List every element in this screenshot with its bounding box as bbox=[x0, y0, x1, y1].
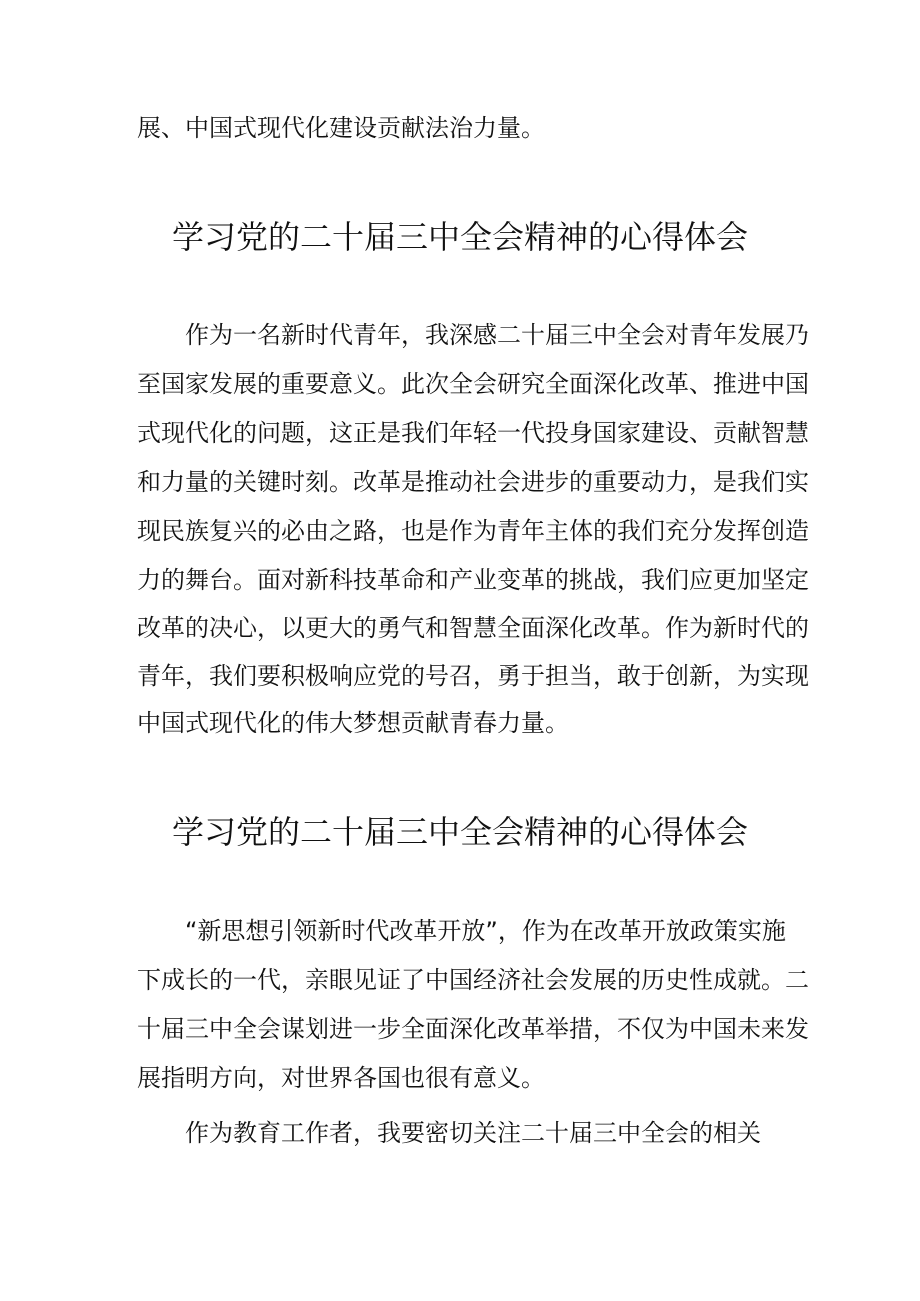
paragraph-line: 展指明方向，对世界各国也很有意义。 bbox=[137, 1064, 545, 1092]
paragraph-line: “新思想引领新时代改革开放”，作为在改革开放政策实施 bbox=[185, 917, 786, 945]
paragraph-line: 青年，我们要积极响应党的号召，勇于担当，敢于创新，为实现 bbox=[137, 662, 809, 690]
paragraph-line: 下成长的一代，亲眼见证了中国经济社会发展的历史性成就。二 bbox=[137, 966, 809, 994]
paragraph-line: 至国家发展的重要意义。此次全会研究全面深化改革、推进中国 bbox=[137, 370, 809, 398]
section-2-heading: 学习党的二十届三中全会精神的心得体会 bbox=[171, 813, 748, 851]
paragraph-line: 和力量的关键时刻。改革是推动社会进步的重要动力，是我们实 bbox=[137, 468, 809, 496]
continuation-text-line: 展、中国式现代化建设贡献法治力量。 bbox=[137, 114, 545, 142]
section-1-heading: 学习党的二十届三中全会精神的心得体会 bbox=[171, 218, 748, 256]
paragraph-line: 式现代化的问题，这正是我们年轻一代投身国家建设、贡献智慧 bbox=[137, 419, 809, 447]
paragraph-line: 现民族复兴的必由之路，也是作为青年主体的我们充分发挥创造 bbox=[137, 517, 809, 545]
paragraph-line: 作为一名新时代青年，我深感二十届三中全会对青年发展乃 bbox=[185, 321, 809, 349]
paragraph-line: 力的舞台。面对新科技革命和产业变革的挑战，我们应更加坚定 bbox=[137, 566, 809, 594]
paragraph-line: 中国式现代化的伟大梦想贡献青春力量。 bbox=[137, 709, 569, 737]
paragraph-line: 作为教育工作者，我要密切关注二十届三中全会的相关 bbox=[185, 1119, 761, 1147]
paragraph-line: 改革的决心，以更大的勇气和智慧全面深化改革。作为新时代的 bbox=[137, 614, 809, 642]
paragraph-line: 十届三中全会谋划进一步全面深化改革举措，不仅为中国未来发 bbox=[137, 1015, 809, 1043]
